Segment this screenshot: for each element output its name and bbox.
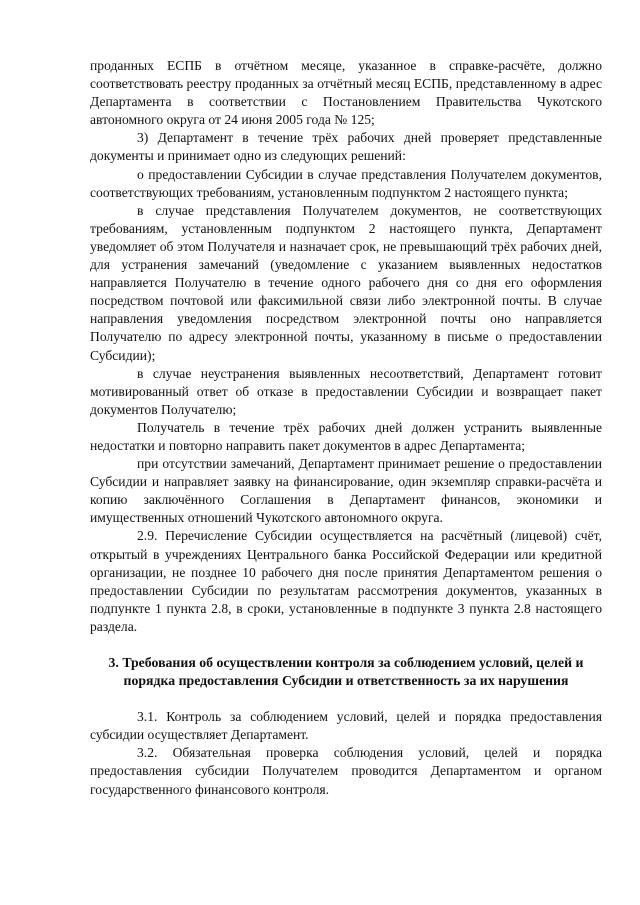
paragraph-3-1-control: 3.1. Контроль за соблюдением условий, целей и порядка предоставления субсидии осуществляет Департамент.: [90, 709, 602, 743]
paragraph-2-9-transfer: 2.9. Перечисление Субсидии осуществляется на расчётный (лицевой) счёт, открытый в учреждениях Центрального банка Российской Федерации или кредитной организации, не позднее 10 рабочего дня после принятия Департаментом решения о предоставлении Субсидии по результатам рассмотрения документов, указанных в подпункте 1 пункта 2.8, в сроки, установленные в подпункте 3 пункта 2.8 настоящего раздела.: [90, 528, 602, 634]
paragraph-3-2-inspection: 3.2. Обязательная проверка соблюдения условий, целей и порядка предоставления субсидии Получателем проводится Департаментом и органом государственного финансового контроля.: [90, 745, 602, 797]
paragraph-decision-refuse: в случае неустранения выявленных несоответствий, Департамент готовит мотивированный ответ об отказе в предоставлении Субсидии и возвращает пакет документов Получателю;: [90, 365, 602, 417]
paragraph-department-check: 3) Департамент в течение трёх рабочих дней проверяет представленные документы и принимает одно из следующих решений:: [90, 130, 602, 164]
section-gap: [90, 690, 602, 708]
paragraph-recipient-fix: Получатель в течение трёх рабочих дней должен устранить выявленные недостатки и повторно направить пакет документов в адрес Департамента;: [90, 419, 602, 453]
paragraph-no-remarks: при отсутствии замечаний, Департамент принимает решение о предоставлении Субсидии и направляет заявку на финансирование, один экземпляр справки-расчёта и копию заключённого Соглашения в Департамент финансов, экономики и имущественных отношений Чукотского автономного округа.: [90, 456, 602, 526]
section-3-heading: 3. Требования об осуществлении контроля за соблюдением условий, целей и порядка предоставления Субсидии и ответственность за их нарушения: [108, 655, 584, 689]
paragraph-decision-notify: в случае представления Получателем документов, не соответствующих требованиям, установленным подпунктом 2 настоящего пункта, Департамент уведомляет об этом Получателя и назначает срок, не превышающий трёх рабочих дней, для устранения замечаний (уведомление с указанием выявленных недостатков направляется Получателю в течение одного рабочего дня со дня его оформления посредством почтовой или факсимильной связи либо электронной почты. В случае направления уведомления посредством электронной почты оно направляется Получателю по адресу электронной почты, указанному в письме о предоставлении Субсидии);: [90, 202, 602, 363]
document-page: [90, 57, 602, 799]
paragraph-espb-registry: проданных ЕСПБ в отчётном месяце, указанное в справке-расчёте, должно соответствовать реестру проданных за отчётный месяц ЕСПБ, представленному в адрес Департамента в соответствии с Постановлением Правительства Чукотского автономного округа от 24 июня 2005 года № 125;: [90, 58, 602, 128]
paragraph-decision-grant: о предоставлении Субсидии в случае представления Получателем документов, соответствующих требованиям, установленным подпунктом 2 настоящего пункта;: [90, 166, 602, 200]
